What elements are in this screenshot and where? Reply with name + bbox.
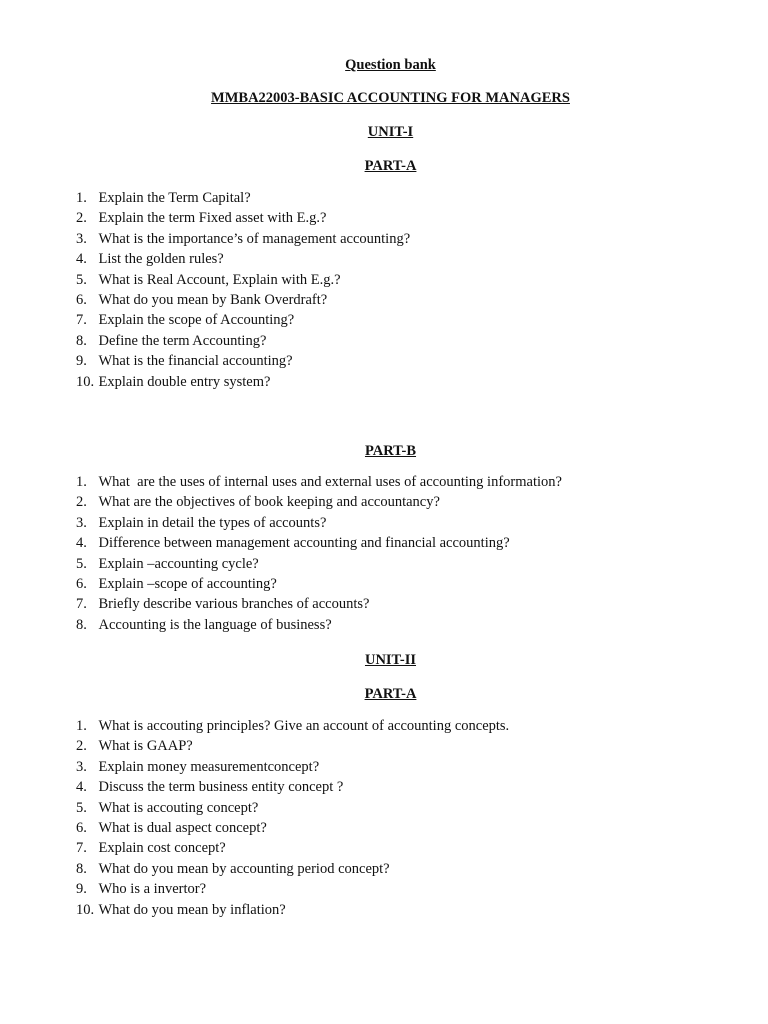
question-text: Explain double entry system? bbox=[98, 373, 271, 390]
question-item bbox=[76, 331, 410, 351]
question-number: 4. bbox=[76, 251, 87, 268]
question-number: 5. bbox=[76, 799, 87, 816]
question-number: 4. bbox=[76, 779, 87, 796]
question-item bbox=[76, 372, 410, 392]
question-number: 7. bbox=[76, 312, 87, 329]
question-number: 7. bbox=[76, 840, 87, 857]
question-number: 6. bbox=[76, 291, 87, 308]
question-text: Explain the term Fixed asset with E.g.? bbox=[98, 210, 327, 227]
question-item bbox=[76, 838, 509, 858]
question-item bbox=[76, 513, 562, 533]
question-item bbox=[76, 736, 509, 756]
question-text: What are the objectives of book keeping and accountancy? bbox=[98, 494, 440, 511]
question-number: 3. bbox=[76, 514, 87, 531]
question-item bbox=[76, 270, 410, 290]
question-item bbox=[76, 492, 562, 512]
question-number: 10. bbox=[76, 901, 95, 918]
question-text: What do you mean by Bank Overdraft? bbox=[98, 291, 328, 308]
question-text: Explain in detail the types of accounts? bbox=[98, 514, 327, 531]
question-item bbox=[76, 533, 562, 553]
question-item bbox=[76, 310, 410, 330]
question-number: 10. bbox=[76, 373, 95, 390]
question-number: 1. bbox=[76, 474, 87, 490]
question-number: 2. bbox=[76, 494, 87, 511]
question-item bbox=[76, 900, 509, 920]
question-text: List the golden rules? bbox=[98, 251, 224, 268]
question-number: 5. bbox=[76, 271, 87, 288]
question-number: 8. bbox=[76, 860, 87, 877]
question-text: Accounting is the language of business? bbox=[98, 616, 332, 633]
question-number: 3. bbox=[76, 758, 87, 775]
question-item bbox=[76, 818, 509, 838]
question-item bbox=[76, 472, 562, 492]
question-item bbox=[76, 229, 410, 249]
question-number: 2. bbox=[76, 738, 87, 755]
question-text: What is GAAP? bbox=[98, 738, 193, 755]
question-number: 8. bbox=[76, 332, 87, 349]
question-text: Define the term Accounting? bbox=[98, 332, 267, 349]
question-number: 1. bbox=[76, 718, 87, 734]
question-text: What is the financial accounting? bbox=[98, 353, 293, 370]
unit-1-heading: UNIT-I bbox=[367, 124, 414, 140]
question-item bbox=[76, 798, 509, 818]
question-item bbox=[76, 594, 562, 614]
question-text: Explain money measurementconcept? bbox=[98, 758, 320, 775]
unit-2-heading: UNIT-II bbox=[364, 652, 417, 668]
course-title: MMBA22003-BASIC ACCOUNTING FOR MANAGERS bbox=[211, 90, 570, 106]
question-item bbox=[76, 716, 509, 736]
question-text: What do you mean by inflation? bbox=[98, 901, 286, 918]
question-text: Explain cost concept? bbox=[98, 840, 226, 857]
question-number: 6. bbox=[76, 575, 87, 592]
question-number: 4. bbox=[76, 535, 87, 552]
question-item bbox=[76, 351, 410, 371]
unit-2-part-a-heading: PART-A bbox=[364, 686, 417, 702]
question-item bbox=[76, 188, 410, 208]
question-item bbox=[76, 859, 509, 879]
question-text: What is accouting principles? Give an account of accounting concepts. bbox=[98, 718, 510, 734]
question-text: Discuss the term business entity concept ? bbox=[98, 779, 344, 796]
question-text: Explain the Term Capital? bbox=[98, 190, 251, 206]
question-number: 1. bbox=[76, 190, 87, 206]
question-number: 8. bbox=[76, 616, 87, 633]
question-number: 9. bbox=[76, 881, 87, 898]
unit-2-part-a-questions bbox=[76, 716, 509, 920]
question-text: Briefly describe various branches of accounts? bbox=[98, 596, 370, 613]
question-text: What is dual aspect concept? bbox=[98, 819, 267, 836]
unit-1-part-a-questions bbox=[76, 188, 410, 392]
question-item bbox=[76, 879, 509, 899]
question-number: 2. bbox=[76, 210, 87, 227]
question-item bbox=[76, 554, 562, 574]
question-text: What do you mean by accounting period concept? bbox=[98, 860, 390, 877]
question-number: 3. bbox=[76, 230, 87, 247]
unit-1-part-b-questions bbox=[76, 472, 562, 635]
question-text: What is accouting concept? bbox=[98, 799, 259, 816]
document-title: Question bank bbox=[345, 57, 436, 73]
question-text: Explain –scope of accounting? bbox=[98, 575, 277, 592]
question-item bbox=[76, 290, 410, 310]
question-item bbox=[76, 574, 562, 594]
question-number: 9. bbox=[76, 353, 87, 370]
question-text: What are the uses of internal uses and external uses of accounting information? bbox=[98, 474, 562, 490]
question-number: 7. bbox=[76, 596, 87, 613]
question-item bbox=[76, 777, 509, 797]
unit-1-part-b-heading: PART-B bbox=[364, 443, 417, 459]
question-item bbox=[76, 757, 509, 777]
question-text: Explain –accounting cycle? bbox=[98, 555, 259, 572]
question-text: What is the importance’s of management accounting? bbox=[98, 230, 411, 247]
unit-1-part-a-heading: PART-A bbox=[364, 158, 417, 174]
question-number: 5. bbox=[76, 555, 87, 572]
question-item bbox=[76, 615, 562, 635]
question-text: Difference between management accounting and financial accounting? bbox=[98, 535, 510, 552]
question-number: 6. bbox=[76, 819, 87, 836]
question-text: Explain the scope of Accounting? bbox=[98, 312, 295, 329]
question-item bbox=[76, 208, 410, 228]
question-text: What is Real Account, Explain with E.g.? bbox=[98, 271, 341, 288]
question-item bbox=[76, 249, 410, 269]
question-text: Who is a invertor? bbox=[98, 881, 207, 898]
